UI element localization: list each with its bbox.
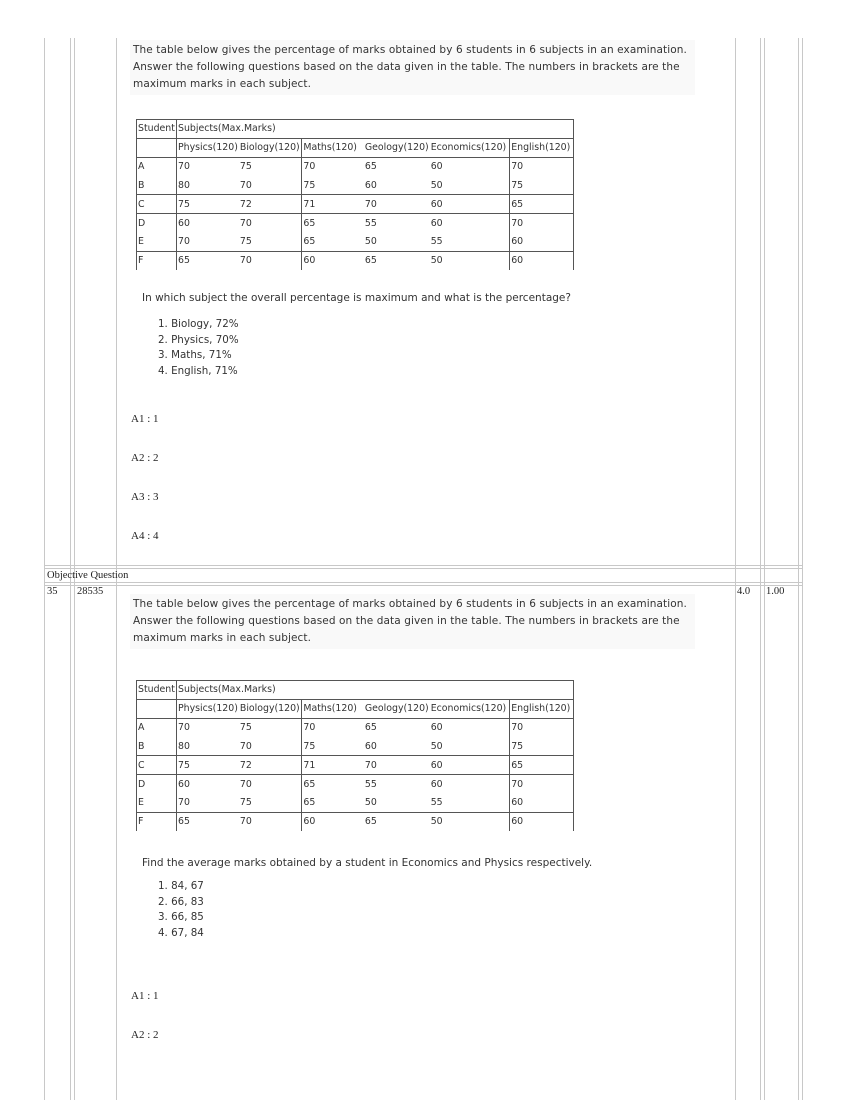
question-intro-text: The table below gives the percentage of marks obtained by 6 students in 6 subjects in an examination. Answer the following questions based on the data given in the table. The numbers in brackets are the maximum marks in each subject.: [130, 594, 695, 649]
table-row: [137, 774, 574, 793]
option-item: 1. 84, 67: [158, 880, 204, 892]
student-cell: B: [137, 176, 177, 195]
option-item: 4. English, 71%: [158, 364, 238, 377]
value-cell: 70: [177, 157, 239, 176]
table-row: [137, 718, 574, 737]
value-cell: 70: [177, 232, 239, 251]
subject-header: Geology(120): [364, 703, 429, 715]
value-cell: 75: [302, 176, 364, 195]
value-cell: 75: [239, 235, 252, 247]
value-cell: 70: [364, 756, 430, 775]
value-cell: 75: [510, 176, 574, 195]
value-cell: 70: [510, 157, 574, 176]
empty-cell: [137, 699, 177, 718]
table-row: [137, 737, 574, 756]
value-cell: 55: [364, 213, 430, 232]
table-row: [137, 756, 574, 775]
student-cell: E: [137, 232, 177, 251]
frame-line: [735, 38, 736, 1100]
value-cell: 75: [177, 195, 239, 214]
student-cell: A: [137, 157, 177, 176]
student-cell: F: [137, 812, 177, 831]
option-item: 2. 66, 83: [158, 895, 204, 908]
subject-header: Physics(120): [177, 699, 239, 718]
value-cell: 80: [177, 737, 239, 756]
answer-line: A2 : 2: [131, 1029, 159, 1041]
student-cell: C: [137, 195, 177, 214]
section-label: Objective Question: [47, 570, 129, 581]
value-cell: 60: [430, 195, 510, 214]
value-cell: 71: [302, 756, 364, 775]
question-marks: 4.0: [737, 586, 751, 597]
value-cell: 50: [430, 812, 510, 831]
value-cell: 70: [239, 812, 302, 831]
value-cell: 70: [239, 740, 252, 752]
value-cell: 75: [239, 157, 302, 176]
value-cell: 60: [177, 774, 239, 793]
table-row: [137, 232, 574, 251]
value-cell: 60: [430, 718, 510, 737]
table-row: [137, 195, 574, 214]
frame-line: [44, 38, 45, 1100]
value-cell: 70: [364, 195, 430, 214]
table-row: [137, 157, 574, 176]
value-cell: 60: [430, 213, 510, 232]
value-cell: 72: [239, 195, 302, 214]
value-cell: 70: [510, 774, 574, 793]
value-cell: 70: [302, 718, 364, 737]
question-2-intro: [130, 594, 695, 649]
value-cell: 65: [510, 756, 574, 775]
table-row: [137, 213, 574, 232]
question-intro-text: The table below gives the percentage of marks obtained by 6 students in 6 subjects in an examination. Answer the following questions based on the data given in the table. The numbers in brackets are the maximum marks in each subject.: [130, 40, 695, 95]
student-cell: C: [137, 756, 177, 775]
subjects-group-header: Subjects(Max.Marks): [177, 120, 574, 139]
value-cell: 60: [364, 179, 377, 191]
student-cell: B: [137, 737, 177, 756]
value-cell: 65: [364, 251, 430, 270]
value-cell: 80: [177, 176, 239, 195]
student-cell: E: [137, 793, 177, 812]
value-cell: 60: [430, 756, 510, 775]
value-cell: 65: [177, 251, 239, 270]
marks-table: [136, 119, 574, 270]
value-cell: 60: [177, 213, 239, 232]
value-cell: 70: [302, 157, 364, 176]
value-cell: 65: [302, 213, 364, 232]
value-cell: 65: [364, 718, 430, 737]
question-prompt: In which subject the overall percentage is maximum and what is the percentage?: [142, 292, 571, 304]
value-cell: 50: [364, 796, 377, 808]
value-cell: 65: [364, 812, 430, 831]
value-cell: 50: [430, 251, 510, 270]
frame-line: [802, 38, 803, 1100]
frame-line: [760, 38, 761, 1100]
answer-line: A2 : 2: [131, 452, 159, 464]
value-cell: 55: [364, 774, 430, 793]
value-cell: 50: [364, 235, 377, 247]
option-item: 3. Maths, 71%: [158, 349, 232, 361]
frame-line: [798, 38, 799, 1100]
option-item: 2. Physics, 70%: [158, 333, 239, 346]
value-cell: 60: [510, 812, 574, 831]
subject-header: Biology(120): [239, 703, 300, 715]
value-cell: 65: [177, 812, 239, 831]
student-cell: D: [137, 774, 177, 793]
value-cell: 60: [364, 740, 377, 752]
value-cell: 65: [302, 232, 364, 251]
student-header: Student: [137, 120, 177, 139]
table-header-row: [137, 681, 574, 700]
option-item: 1. Biology, 72%: [158, 318, 239, 330]
answer-line: A1 : 1: [131, 990, 159, 1002]
subject-header: English(120): [510, 699, 574, 718]
frame-line: [764, 38, 765, 1100]
value-cell: 50: [430, 740, 443, 752]
value-cell: 65: [364, 157, 430, 176]
value-cell: 70: [177, 718, 239, 737]
value-cell: 75: [177, 756, 239, 775]
value-cell: 72: [239, 756, 302, 775]
value-cell: 60: [430, 774, 510, 793]
question-prompt: Find the average marks obtained by a student in Economics and Physics respectively.: [142, 857, 593, 869]
student-header: Student: [137, 681, 177, 700]
subject-header: Economics(120): [430, 703, 507, 715]
value-cell: 70: [510, 213, 574, 232]
frame-line: [116, 38, 117, 1100]
value-cell: 70: [239, 774, 302, 793]
question-1-intro: [130, 40, 695, 95]
value-cell: 75: [302, 737, 364, 756]
value-cell: 55: [430, 796, 443, 808]
value-cell: 50: [430, 179, 443, 191]
options-list: [158, 317, 239, 379]
answer-line: A1 : 1: [131, 413, 159, 425]
value-cell: 71: [302, 195, 364, 214]
value-cell: 65: [302, 793, 364, 812]
student-cell: A: [137, 718, 177, 737]
answer-line: A3 : 3: [131, 491, 159, 503]
value-cell: 75: [510, 737, 574, 756]
table-header-row: [137, 120, 574, 139]
value-cell: 70: [239, 251, 302, 270]
options-list: [158, 879, 204, 941]
table-row: [137, 812, 574, 831]
value-cell: 60: [302, 251, 364, 270]
student-cell: D: [137, 213, 177, 232]
subject-header: English(120): [510, 138, 574, 157]
table-row: [137, 176, 574, 195]
row-divider: [44, 582, 802, 583]
value-cell: 75: [239, 718, 302, 737]
row-divider: [44, 568, 802, 569]
value-cell: 65: [510, 195, 574, 214]
row-divider: [44, 585, 802, 586]
value-cell: 75: [239, 796, 252, 808]
value-cell: 60: [510, 793, 574, 812]
subject-header-row: [137, 138, 574, 157]
answer-line: A4 : 4: [131, 530, 159, 542]
question-number: 35: [47, 586, 58, 597]
table-row: [137, 793, 574, 812]
empty-cell: [137, 138, 177, 157]
frame-line: [70, 38, 71, 1100]
subject-header: Geology(120): [364, 142, 429, 154]
value-cell: 70: [510, 718, 574, 737]
frame-line: [74, 38, 75, 1100]
marks-table: [136, 680, 574, 831]
subject-header-row: [137, 699, 574, 718]
value-cell: 55: [430, 235, 443, 247]
table-row: [137, 251, 574, 270]
value-cell: 70: [177, 793, 239, 812]
value-cell: 70: [239, 213, 302, 232]
option-item: 3. 66, 85: [158, 911, 204, 923]
option-item: 4. 67, 84: [158, 926, 204, 939]
value-cell: 70: [239, 179, 252, 191]
subject-header: Maths(120): [302, 138, 364, 157]
value-cell: 65: [302, 774, 364, 793]
subject-header: Economics(120): [430, 142, 507, 154]
negative-marks: 1.00: [766, 586, 785, 597]
value-cell: 60: [302, 812, 364, 831]
value-cell: 60: [510, 232, 574, 251]
subjects-group-header: Subjects(Max.Marks): [177, 681, 574, 700]
value-cell: 60: [510, 251, 574, 270]
question-id: 28535: [77, 586, 104, 597]
subject-header: Physics(120): [177, 138, 239, 157]
subject-header: Biology(120): [239, 142, 300, 154]
subject-header: Maths(120): [302, 699, 364, 718]
value-cell: 60: [430, 157, 510, 176]
student-cell: F: [137, 251, 177, 270]
row-divider: [44, 565, 802, 566]
